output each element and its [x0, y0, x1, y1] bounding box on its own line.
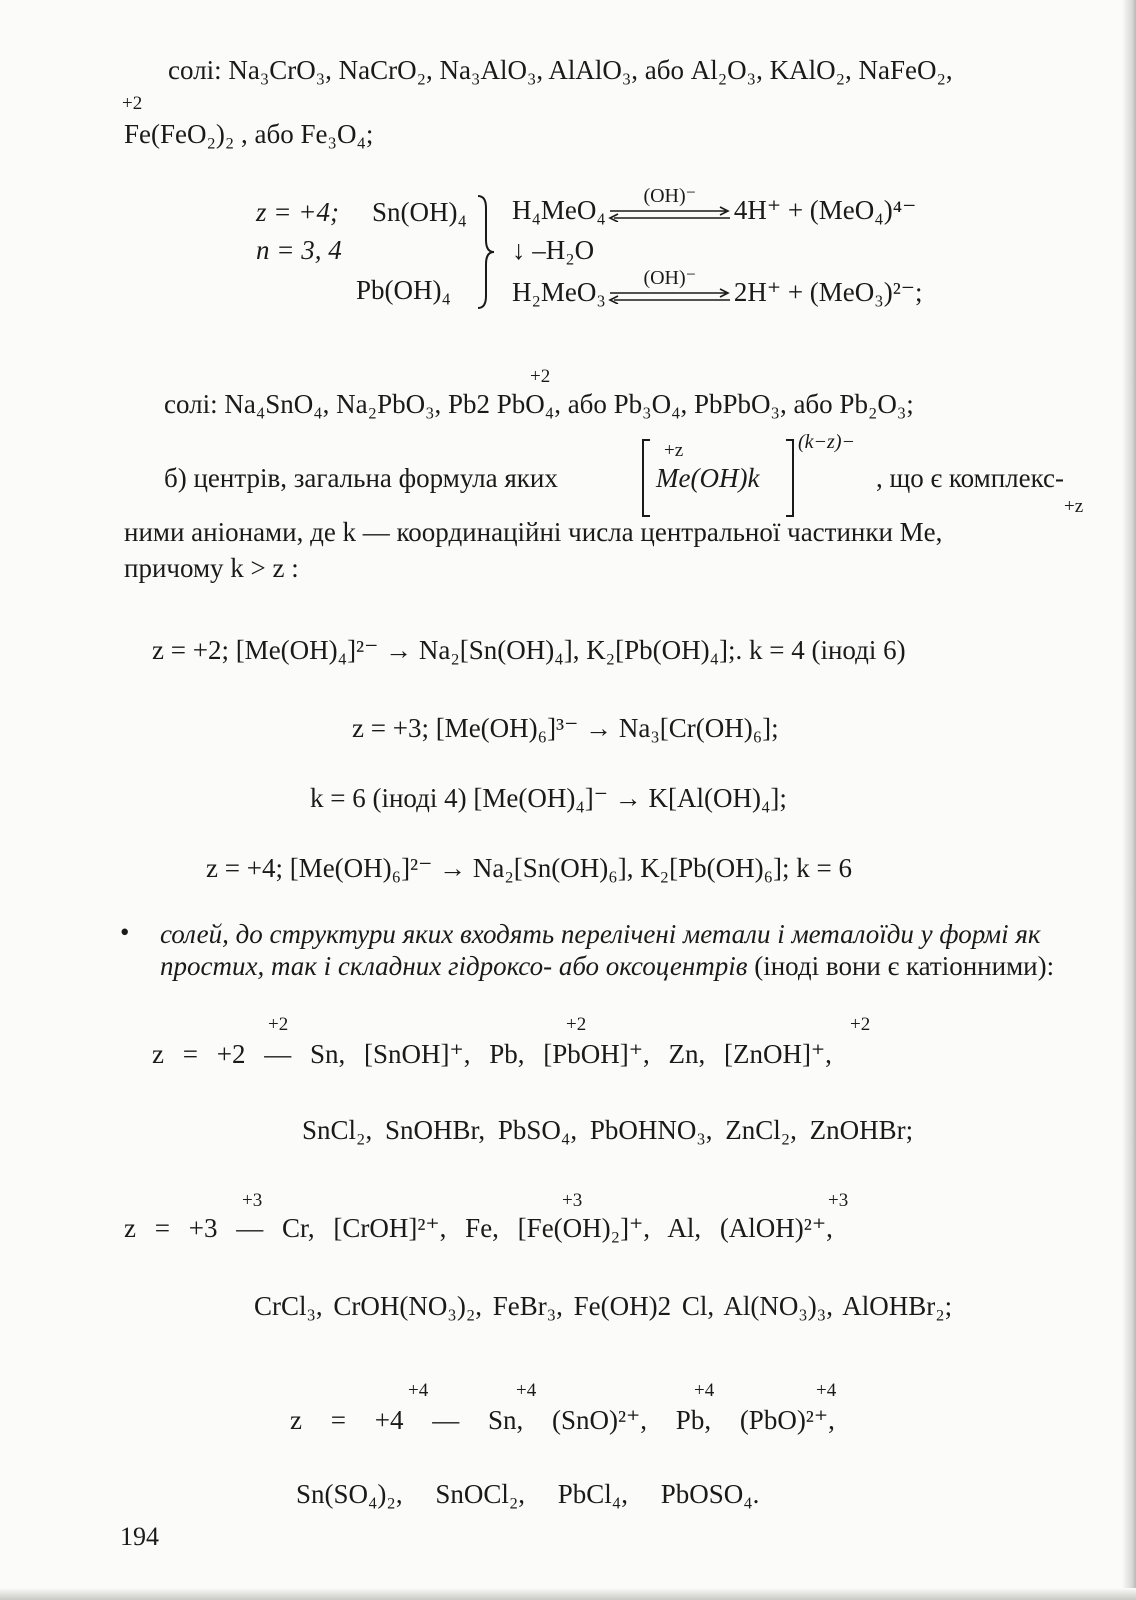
row-z2: z = +2 — Sn, [SnOH]⁺, Pb, [PbOH]⁺, Zn, [ZnOH]⁺, [152, 1039, 832, 1069]
n-equals-3-4: n = 3, 4 [256, 235, 342, 265]
equation-3: k = 6 (іноді 4) [Me(OH)₄]⁻ → K[Al(OH)₄]; [310, 783, 787, 813]
right-square-bracket [784, 438, 796, 518]
page-edge-bottom [0, 1588, 1136, 1600]
ox-sno-4: +4 [516, 1380, 537, 1401]
equation-1: z = +2; [Me(OH)₄]²⁻ → Na₂[Sn(OH)₄], K₂[Pb(OH)₄];. k = 4 (іноді 6) [152, 635, 906, 665]
page-edge-right [1122, 0, 1136, 1600]
equation-2: z = +3; [Me(OH)₆]³⁻ → Na₃[Cr(OH)₆]; [352, 713, 779, 743]
ox-sn-2: +2 [268, 1014, 289, 1035]
z-equals-4: z = +4; [256, 197, 339, 227]
arrow-label: (OH)⁻ [643, 184, 697, 207]
salts-line-1: солі: Na₃CrO₃, NaCrO₂, Na₃AlO₃, AlAlO₃, або Al₂O₃, KAlO₂, NaFeO₂, [168, 55, 953, 85]
row-z4-salts: Sn(SO₄)₂, SnOCl₂, PbCl₄, PbOSO₄. [296, 1479, 760, 1509]
equilibrium-arrow-1 [608, 184, 732, 228]
row-z3-salts: CrCl₃, CrOH(NO₃)₂, FeBr₃, Fe(OH)2 Cl, Al(NO₃)₃, AlOHBr₂; [254, 1291, 953, 1321]
bullet-tail-text: (іноді вони є катіонними): [754, 951, 1055, 981]
complex-formula: Me(OH)k [656, 463, 760, 493]
ox-zn-2: +2 [850, 1014, 871, 1035]
d-line: причому k > z : [124, 553, 299, 583]
page-number: 194 [120, 1522, 159, 1551]
fe-with-oxidation [122, 93, 374, 150]
ox-al-3: +3 [828, 1190, 849, 1211]
formula-text: Fe(FeO₂)₂ , або Fe₃O₄; [124, 119, 374, 149]
row-z4: z = +4 — Sn, (SnO)²⁺, Pb, (PbO)²⁺, [290, 1405, 835, 1435]
row-z3: z = +3 — Cr, [CrOH]²⁺, Fe, [Fe(OH)₂]⁺, Al, (AlOH)²⁺, [124, 1213, 833, 1243]
equation-4: z = +4; [Me(OH)₆]²⁻ → Na₂[Sn(OH)₆], K₂[Pb(OH)₆]; k = 6 [206, 853, 852, 883]
products-1: 4H⁺ + (MeO₄)⁴⁻ [733, 195, 917, 225]
salts-line-3: солі: Na₄SnO₄, Na₂PbO₃, Pb2 PbO₄, або Pb₃O₄, PbPbO₃, або Pb₂O₃; [164, 389, 914, 419]
salts-line-2 [122, 93, 374, 150]
left-square-bracket [640, 438, 652, 518]
arrow-label: (OH)⁻ [643, 266, 697, 289]
complex-center-oxidation: +z [664, 440, 684, 461]
products-2: 2H⁺ + (MeO₃)²⁻; [733, 277, 923, 307]
orthoacid: H₄MeO₄ [512, 195, 606, 225]
b-tail: , що є комплекс- [876, 463, 1065, 493]
complex-charge: (k−z)− [798, 431, 855, 453]
metaacid: H₂MeO₃ [512, 277, 606, 307]
oxidation-state: +2 [122, 93, 143, 114]
ox-pb-2: +2 [566, 1014, 587, 1035]
scheme-row-2 [512, 266, 923, 310]
ox-pbo-4: +4 [816, 1380, 837, 1401]
ox-pb-4: +4 [694, 1380, 715, 1401]
bullet-italic-text: солей, до структури яких входять перелічені метали і металоїди у формі як простих, так і складних гідроксо- або оксоцентрів [160, 919, 1041, 981]
scheme-row-1 [512, 184, 917, 228]
central-particle-oxidation: +z [1064, 496, 1084, 517]
b-intro: б) центрів, загальна формула яких [164, 463, 558, 493]
right-brace [476, 194, 498, 310]
oxidation-label-pb: +2 [530, 366, 551, 387]
ox-fe-3: +3 [562, 1190, 583, 1211]
pb-hydroxide: Pb(OH)₄ [356, 275, 451, 305]
equilibrium-arrow-2 [608, 266, 732, 310]
ox-cr-3: +3 [242, 1190, 263, 1211]
row-z2-salts: SnCl₂, SnOHBr, PbSO₄, PbOHNO₃, ZnCl₂, ZnOHBr; [302, 1115, 914, 1145]
sn-hydroxide: Sn(OH)₄ [372, 197, 467, 227]
bullet-paragraph [160, 918, 1080, 982]
ox-sn-4: +4 [408, 1380, 429, 1401]
c-line: ними аніонами, де k — координаційні числа центральної частинки Me, [124, 517, 943, 547]
dehydration: ↓ –H₂O [512, 235, 595, 265]
bullet-point: • [120, 917, 130, 947]
